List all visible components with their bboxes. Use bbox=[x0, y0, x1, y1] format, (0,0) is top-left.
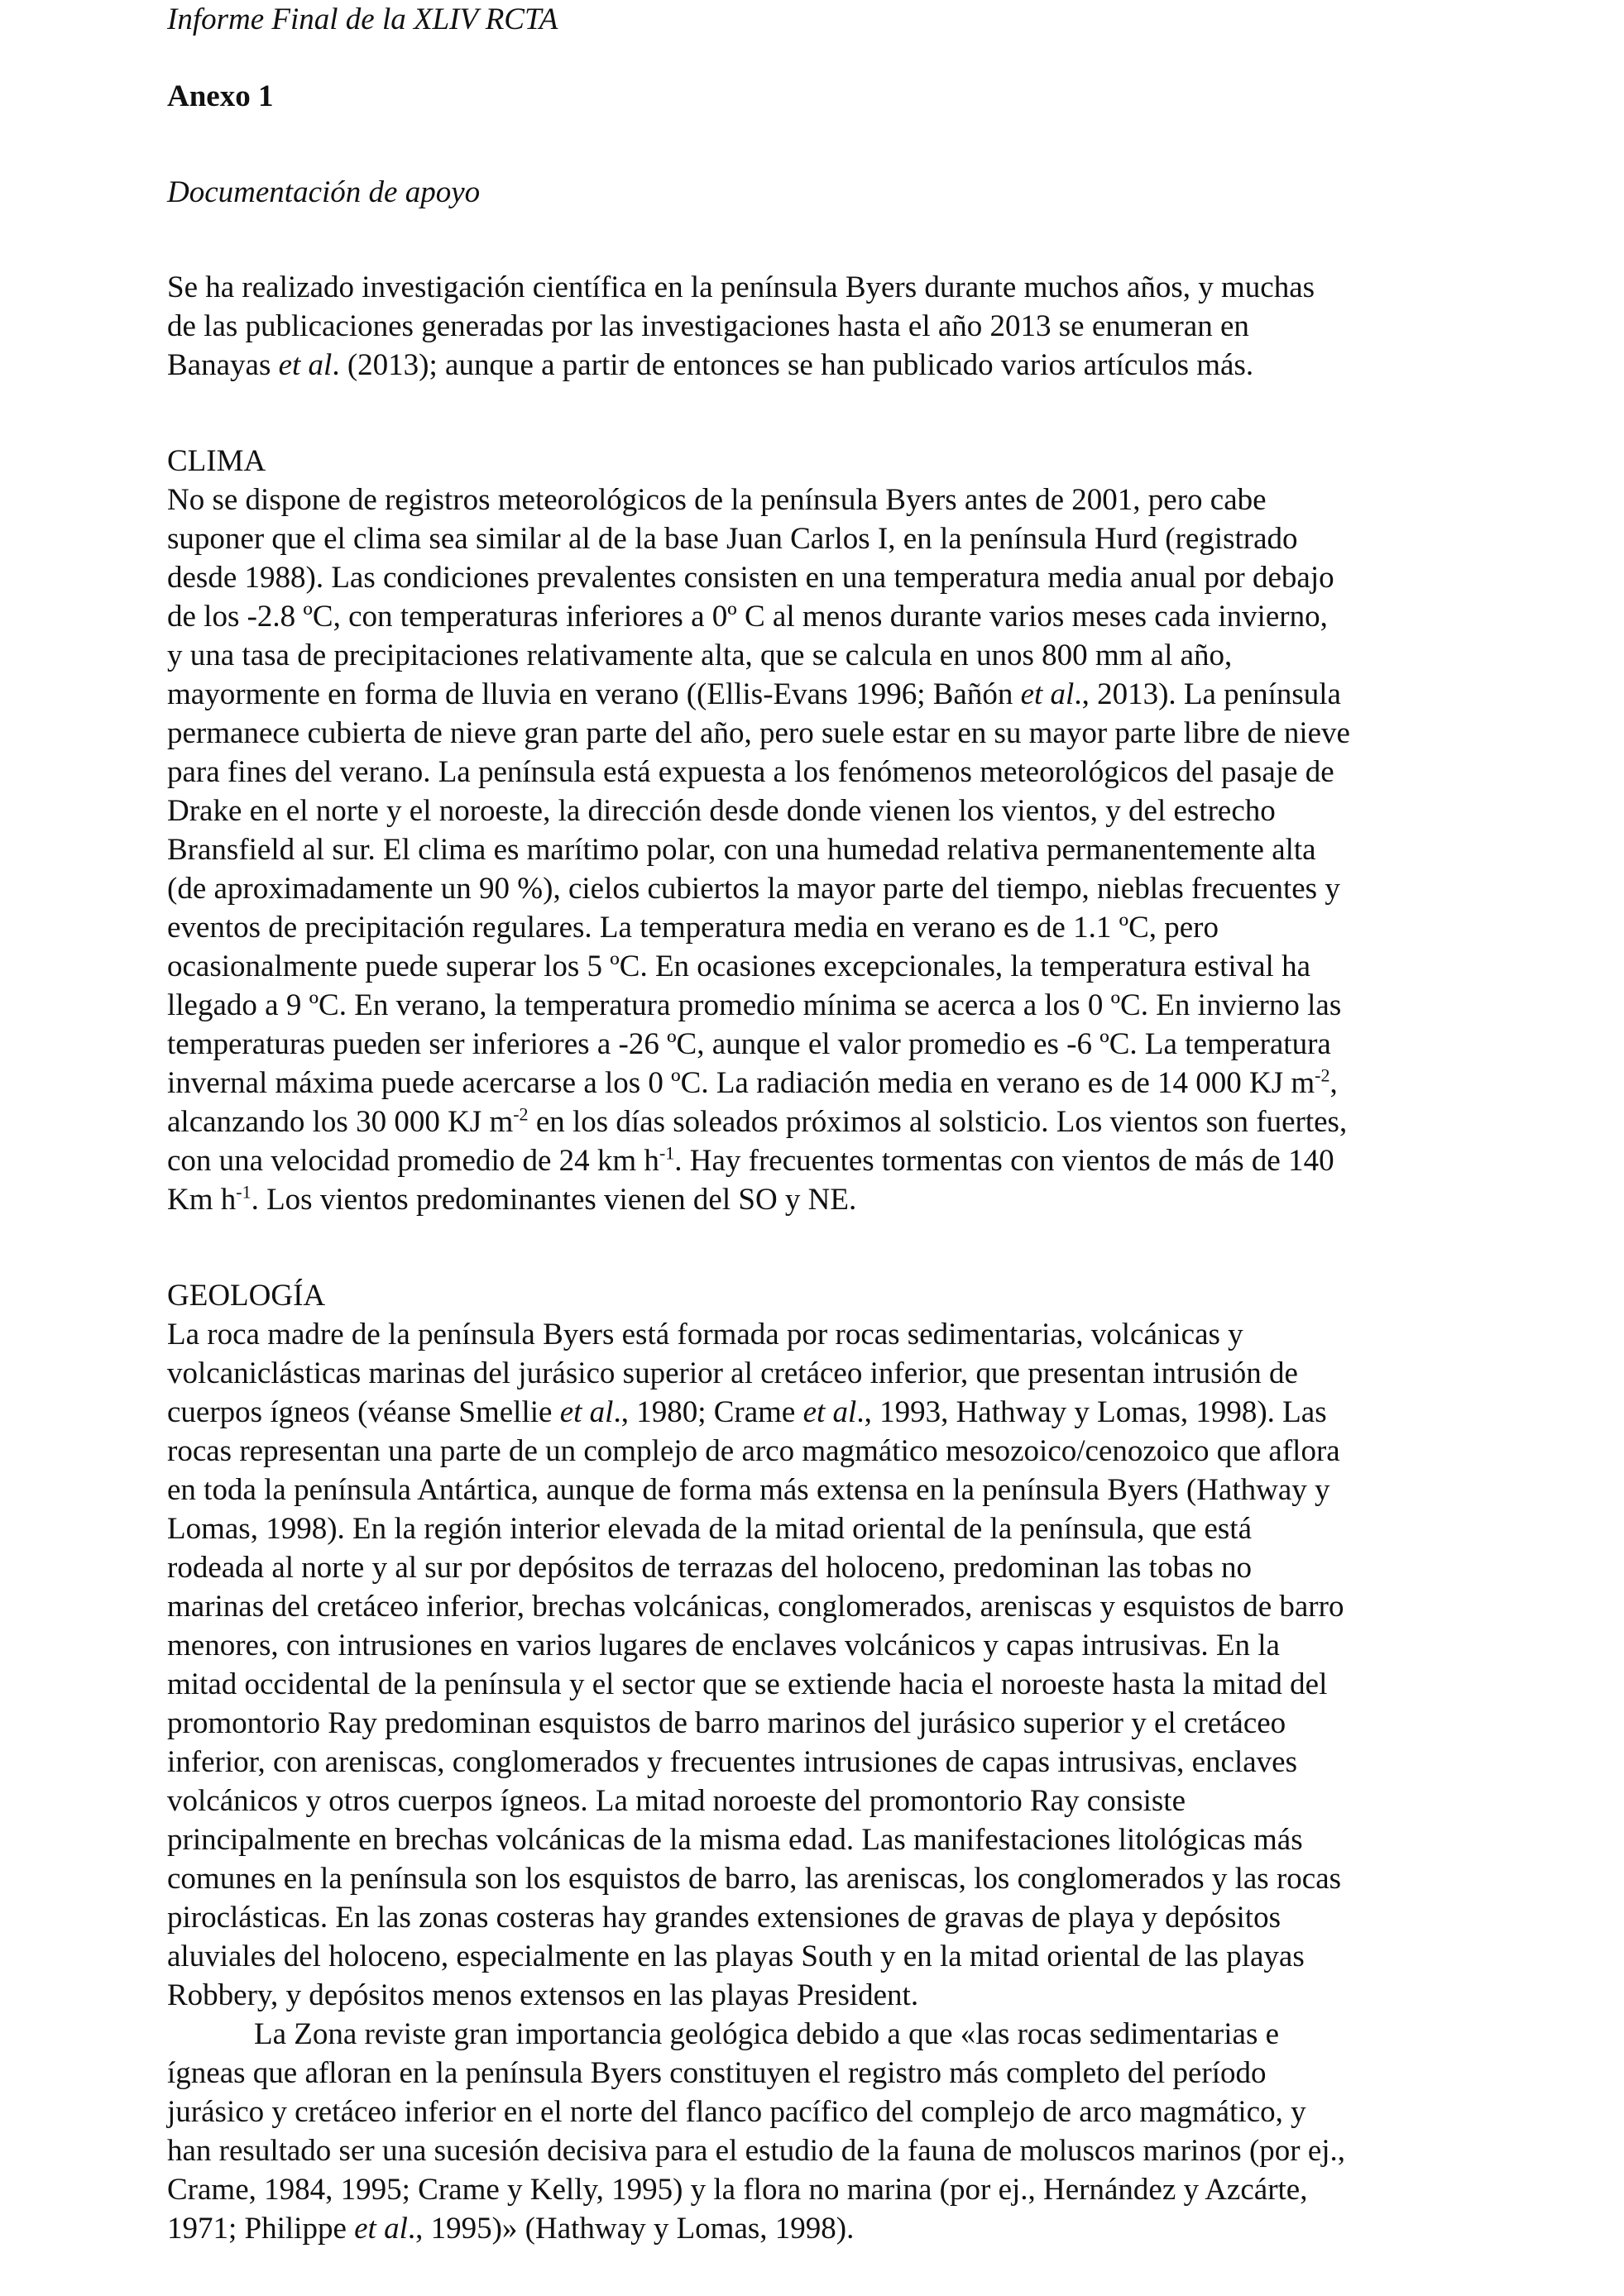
text-line: para fines del verano. La península está expuesta a los fenómenos meteorológicos del pasaje de bbox=[167, 755, 1334, 789]
text-line: llegado a 9 ºC. En verano, la temperatura promedio mínima se acerca a los 0 ºC. En invierno las bbox=[167, 988, 1342, 1022]
text-line: Bransfield al sur. El clima es marítimo polar, con una humedad relativa permanentemente alta bbox=[167, 833, 1316, 867]
running-title: Informe Final de la XLIV RCTA bbox=[167, 2, 558, 36]
text-line: y una tasa de precipitaciones relativamente alta, que se calcula en unos 800 mm al año, bbox=[167, 639, 1233, 672]
text-line: Km $h^{-1}$. Los vientos predominantes vienen del SO y NE. bbox=[167, 1181, 857, 1217]
text-line: (de aproximadamente un 90 %), cielos cubiertos la mayor parte del tiempo, nieblas frecuentes y bbox=[167, 872, 1340, 906]
text-line: Robbery, y depósitos menos extensos en las playas President. bbox=[167, 1978, 919, 2012]
text-line: Banayas et al. (2013); aunque a partir de entonces se han publicado varios artículos más. bbox=[167, 348, 1254, 382]
text-line: ocasionalmente puede superar los 5 ºC. En ocasiones excepcionales, la temperatura estival ha bbox=[167, 949, 1311, 983]
text-line: mayormente en forma de lluvia en verano ((Ellis-Evans 1996; Bañón et al., 2013). La península bbox=[167, 677, 1341, 711]
text-line: ígneas que afloran en la península Byers constituyen el registro más completo del período bbox=[167, 2056, 1267, 2090]
text-line: Lomas, 1998). En la región interior elevada de la mitad oriental de la península, que está bbox=[167, 1512, 1252, 1546]
etal-italic: et al bbox=[278, 348, 333, 382]
text-line: Drake en el norte y el noroeste, la dirección desde donde vienen los vientos, y del estrecho bbox=[167, 794, 1276, 828]
text-line: Se ha realizado investigación científica en la península Byers durante muchos años, y muchas bbox=[167, 270, 1315, 304]
text-line: principalmente en brechas volcánicas de la misma edad. Las manifestaciones litológicas más bbox=[167, 1823, 1303, 1857]
text-line: han resultado ser una sucesión decisiva para el estudio de la fauna de moluscos marinos (por ej., bbox=[167, 2134, 1346, 2168]
text-line: mitad occidental de la península y el sector que se extiende hacia el noroeste hasta la mitad del bbox=[167, 1667, 1328, 1701]
text-line: invernal máxima puede acercarse a los 0 ºC. La radiación media en verano es de 14 000 KJ $m^{-2}$, bbox=[167, 1064, 1338, 1100]
text-line: Crame, 1984, 1995; Crame y Kelly, 1995) y la flora no marina (por ej., Hernández y Azcárte, bbox=[167, 2173, 1308, 2207]
text-line: comunes en la península son los esquistos de barro, las areniscas, los conglomerados y las rocas bbox=[167, 1862, 1342, 1896]
text-line: rocas representan una parte de un complejo de arco magmático mesozoico/cenozoico que aflora bbox=[167, 1434, 1340, 1468]
text-line: cuerpos ígneos (véanse Smellie et al., 1980; Crame et al., 1993, Hathway y Lomas, 1998). Las bbox=[167, 1395, 1327, 1429]
text-line: volcánicos y otros cuerpos ígneos. La mitad noroeste del promontorio Ray consiste bbox=[167, 1784, 1186, 1818]
text-line: La Zona reviste gran importancia geológica debido a que «las rocas sedimentarias e bbox=[254, 2017, 1280, 2051]
text-line: menores, con intrusiones en varios lugares de enclaves volcánicos y capas intrusivas. En la bbox=[167, 1629, 1280, 1662]
text-line: permanece cubierta de nieve gran parte del año, pero suele estar en su mayor parte libre de nieve bbox=[167, 716, 1350, 750]
text-line: volcaniclásticas marinas del jurásico superior al cretáceo inferior, que presentan intrusión de bbox=[167, 1356, 1298, 1390]
text-line: con una velocidad promedio de 24 km $h^{-1}$. Hay frecuentes tormentas con vientos de más de 140 bbox=[167, 1142, 1334, 1178]
text-line: de los -2.8 ºC, con temperaturas inferiores a 0º C al menos durante varios meses cada invierno, bbox=[167, 600, 1328, 634]
text-line: promontorio Ray predominan esquistos de barro marinos del jurásico superior y el cretáceo bbox=[167, 1706, 1286, 1740]
text-line: desde 1988). Las condiciones prevalentes consisten en una temperatura media anual por debajo bbox=[167, 561, 1334, 595]
text-line: marinas del cretáceo inferior, brechas volcánicas, conglomerados, areniscas y esquistos de barro bbox=[167, 1590, 1344, 1624]
text-line: aluviales del holoceno, especialmente en las playas South y en la mitad oriental de las playas bbox=[167, 1940, 1305, 1973]
section-heading-clima: CLIMA bbox=[167, 444, 266, 478]
section-heading-geologia: GEOLOGÍA bbox=[167, 1279, 326, 1313]
text-line: jurásico y cretáceo inferior en el norte del flanco pacífico del complejo de arco magmático, y bbox=[167, 2095, 1306, 2129]
text-line: en toda la península Antártica, aunque de forma más extensa en la península Byers (Hathway y bbox=[167, 1473, 1330, 1507]
text-line: de las publicaciones generadas por las investigaciones hasta el año 2013 se enumeran en bbox=[167, 309, 1249, 343]
text-line: eventos de precipitación regulares. La temperatura media en verano es de 1.1 ºC, pero bbox=[167, 911, 1219, 945]
text-line: 1971; Philippe et al., 1995)» (Hathway y Lomas, 1998). bbox=[167, 2212, 855, 2246]
text-line: temperaturas pueden ser inferiores a -26 ºC, aunque el valor promedio es -6 ºC. La temperatura bbox=[167, 1027, 1331, 1061]
text-line: suponer que el clima sea similar al de la base Juan Carlos I, en la península Hurd (registrado bbox=[167, 522, 1298, 556]
text-line: piroclásticas. En las zonas costeras hay grandes extensiones de gravas de playa y depósitos bbox=[167, 1901, 1281, 1935]
text-line: alcanzando los 30 000 KJ $m^{-2}$ en los días soleados próximos al solsticio. Los vientos son fuertes, bbox=[167, 1103, 1348, 1139]
text-line: La roca madre de la península Byers está formada por rocas sedimentarias, volcánicas y bbox=[167, 1318, 1243, 1351]
text-line: No se dispone de registros meteorológicos de la península Byers antes de 2001, pero cabe bbox=[167, 483, 1267, 517]
text-line: rodeada al norte y al sur por depósitos de terrazas del holoceno, predominan las tobas no bbox=[167, 1551, 1253, 1585]
text-line: inferior, con areniscas, conglomerados y frecuentes intrusiones de capas intrusivas, enclaves bbox=[167, 1745, 1298, 1779]
annex-heading: Anexo 1 bbox=[167, 79, 274, 113]
document-subtitle: Documentación de apoyo bbox=[167, 175, 481, 209]
